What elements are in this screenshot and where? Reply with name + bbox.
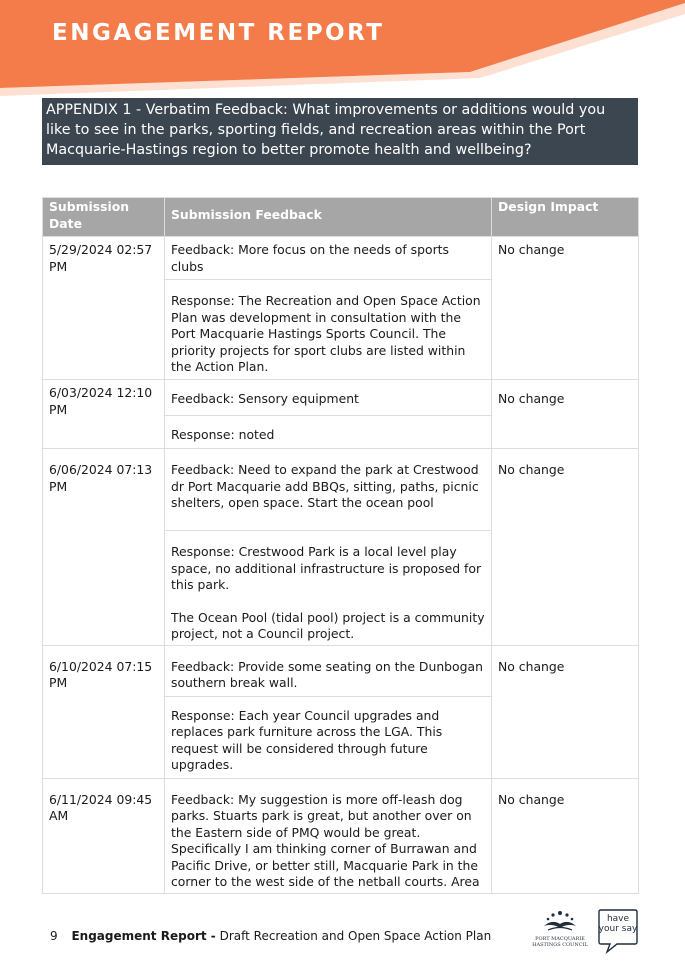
submission-date-cell: 6/11/2024 09:45 AM bbox=[43, 778, 165, 893]
response-text: Response: The Recreation and Open Space Action Plan was development in consultation with the Port Macquarie Hastings Sports Council. The priority projects for sport clubs are listed within the Action Plan. bbox=[171, 293, 481, 374]
design-impact-cell: No change bbox=[492, 380, 639, 449]
page-footer bbox=[50, 929, 491, 943]
feedback-table bbox=[42, 197, 639, 894]
table-row bbox=[43, 380, 639, 416]
table-row bbox=[43, 778, 639, 893]
header-design-impact: Design Impact bbox=[492, 198, 639, 237]
council-logo-icon bbox=[540, 908, 580, 932]
table-header-row bbox=[43, 198, 639, 237]
header-submission-feedback: Submission Feedback bbox=[165, 198, 492, 237]
header-banner bbox=[0, 0, 685, 100]
page-number: 9 bbox=[50, 929, 58, 943]
council-logo bbox=[530, 908, 590, 960]
response-text: Response: noted bbox=[171, 427, 275, 442]
report-title: ENGAGEMENT REPORT bbox=[52, 20, 385, 46]
footer-document-title: Draft Recreation and Open Space Action Plan bbox=[219, 929, 492, 943]
appendix-question: APPENDIX 1 - Verbatim Feedback: What improvements or additions would you like to see in the parks, sporting fields, and recreation areas within the Port Macquarie-Hastings region to better promote health and wellbeing? bbox=[42, 98, 638, 165]
feedback-cell: Feedback: My suggestion is more off-leash dog parks. Stuarts park is great, but another over on the Eastern side of PMQ would be great. Specifically I am thinking corner of Burrawan and Pacific Drive, or better still, Macquarie Park in the corner to the west side of the netball courts. Area bbox=[165, 778, 492, 893]
design-impact-cell: No change bbox=[492, 645, 639, 778]
submission-date-cell: 6/10/2024 07:15 PM bbox=[43, 645, 165, 778]
table-row bbox=[43, 449, 639, 531]
feedback-cell: Feedback: Sensory equipment bbox=[165, 380, 492, 416]
response-text: The Ocean Pool (tidal pool) project is a community project, not a Council project. bbox=[171, 609, 485, 641]
table-row bbox=[43, 237, 639, 280]
feedback-cell: Feedback: Need to expand the park at Crestwood dr Port Macquarie add BBQs, sitting, paths, picnic shelters, open space. Start the ocean pool bbox=[165, 449, 492, 531]
design-impact-cell: No change bbox=[492, 778, 639, 893]
banner-shape bbox=[0, 0, 685, 100]
submission-date-cell: 6/06/2024 07:13 PM bbox=[43, 449, 165, 646]
submission-date-cell: 6/03/2024 12:10 PM bbox=[43, 380, 165, 449]
response-cell bbox=[165, 696, 492, 778]
response-cell bbox=[165, 280, 492, 380]
response-text: Response: Each year Council upgrades and replaces park furniture across the LGA. This request will be considered through future upgrades. bbox=[171, 707, 443, 772]
have-your-say-text: have your say bbox=[598, 914, 638, 934]
table-row bbox=[43, 645, 639, 696]
design-impact-cell: No change bbox=[492, 237, 639, 380]
response-text: Response: Crestwood Park is a local level play space, no additional infrastructure is proposed for this park. bbox=[171, 544, 482, 592]
have-your-say-logo bbox=[597, 908, 639, 954]
response-cell bbox=[165, 416, 492, 449]
submission-date-cell: 5/29/2024 02:57 PM bbox=[43, 237, 165, 380]
header-submission-date: Submission Date bbox=[43, 198, 165, 237]
feedback-cell: Feedback: Provide some seating on the Dunbogan southern break wall. bbox=[165, 645, 492, 696]
feedback-cell: Feedback: More focus on the needs of sports clubs bbox=[165, 237, 492, 280]
design-impact-cell: No change bbox=[492, 449, 639, 646]
council-logo-text: PORT MACQUARIE HASTINGS COUNCIL bbox=[532, 936, 588, 948]
response-cell bbox=[165, 531, 492, 646]
footer-report-label: Engagement Report - bbox=[71, 929, 216, 943]
